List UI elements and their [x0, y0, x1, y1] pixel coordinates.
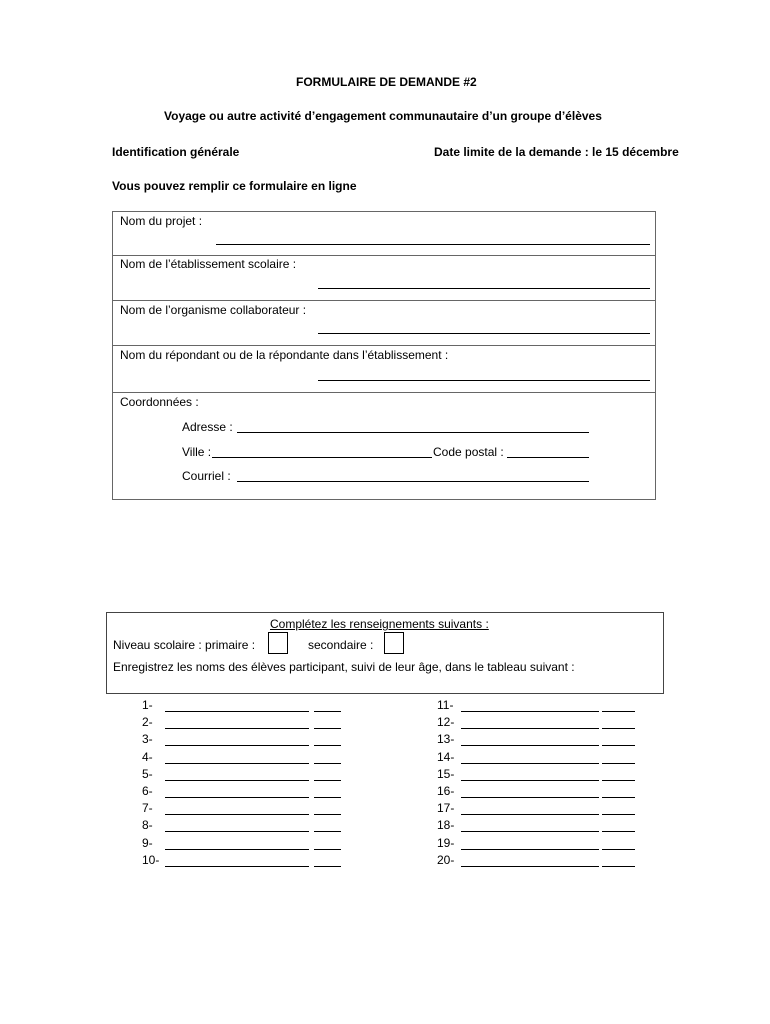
student-name-field[interactable]	[461, 831, 599, 832]
student-name-field[interactable]	[165, 797, 309, 798]
address-label: Adresse :	[182, 420, 233, 434]
student-age-field[interactable]	[602, 849, 635, 850]
student-name-field[interactable]	[461, 763, 599, 764]
student-name-field[interactable]	[165, 728, 309, 729]
respondent-label: Nom du répondant ou de la répondante dans l’établissement :	[120, 348, 449, 362]
email-label: Courriel :	[182, 469, 231, 483]
list-number: 9-	[142, 836, 153, 850]
student-age-field[interactable]	[602, 711, 635, 712]
student-name-field[interactable]	[165, 711, 309, 712]
student-age-field[interactable]	[602, 831, 635, 832]
student-age-field[interactable]	[314, 866, 341, 867]
student-name-field[interactable]	[461, 780, 599, 781]
secondary-label: secondaire :	[308, 638, 374, 652]
student-age-field[interactable]	[602, 763, 635, 764]
form-title: FORMULAIRE DE DEMANDE #2	[296, 75, 477, 89]
postal-label: Code postal :	[433, 445, 504, 459]
student-name-field[interactable]	[165, 814, 309, 815]
student-age-field[interactable]	[314, 814, 341, 815]
list-number: 10-	[142, 853, 160, 867]
list-number: 19-	[437, 836, 455, 850]
contact-label: Coordonnées :	[120, 395, 199, 409]
partner-field[interactable]	[318, 333, 650, 334]
student-age-field[interactable]	[602, 728, 635, 729]
student-age-field[interactable]	[602, 797, 635, 798]
student-name-field[interactable]	[165, 745, 309, 746]
student-age-field[interactable]	[314, 780, 341, 781]
list-number: 3-	[142, 732, 153, 746]
online-note: Vous pouvez remplir ce formulaire en ligne	[112, 179, 357, 193]
list-number: 18-	[437, 818, 455, 832]
email-field[interactable]	[237, 481, 589, 482]
divider	[113, 345, 655, 346]
student-name-field[interactable]	[461, 866, 599, 867]
project-label: Nom du projet :	[120, 214, 203, 228]
list-number: 5-	[142, 767, 153, 781]
school-field[interactable]	[318, 288, 650, 289]
list-number: 7-	[142, 801, 153, 815]
student-age-field[interactable]	[602, 780, 635, 781]
student-age-field[interactable]	[314, 745, 341, 746]
divider	[113, 392, 655, 393]
student-age-field[interactable]	[314, 711, 341, 712]
students-instruction: Enregistrez les noms des élèves participant, suivi de leur âge, dans le tableau suivant :	[113, 660, 575, 674]
student-age-field[interactable]	[602, 866, 635, 867]
list-number: 12-	[437, 715, 455, 729]
divider	[113, 255, 655, 256]
student-name-field[interactable]	[165, 763, 309, 764]
city-label: Ville :	[182, 445, 212, 459]
primary-checkbox[interactable]	[268, 632, 288, 654]
student-age-field[interactable]	[314, 728, 341, 729]
student-age-field[interactable]	[314, 831, 341, 832]
student-name-field[interactable]	[461, 797, 599, 798]
list-number: 8-	[142, 818, 153, 832]
student-age-field[interactable]	[314, 849, 341, 850]
student-name-field[interactable]	[461, 849, 599, 850]
section-title: Identification générale	[112, 145, 240, 159]
student-age-field[interactable]	[602, 814, 635, 815]
respondent-field[interactable]	[318, 380, 650, 381]
students-heading: Complétez les renseignements suivants :	[270, 617, 489, 631]
secondary-checkbox[interactable]	[384, 632, 404, 654]
student-name-field[interactable]	[165, 831, 309, 832]
list-number: 20-	[437, 853, 455, 867]
student-name-field[interactable]	[165, 849, 309, 850]
city-field[interactable]	[212, 457, 432, 458]
form-subtitle: Voyage ou autre activité d’engagement communautaire d’un groupe d’élèves	[164, 109, 602, 123]
student-name-field[interactable]	[461, 814, 599, 815]
student-name-field[interactable]	[461, 711, 599, 712]
divider	[113, 300, 655, 301]
list-number: 13-	[437, 732, 455, 746]
student-name-field[interactable]	[165, 780, 309, 781]
deadline-text: Date limite de la demande : le 15 décembre	[434, 145, 679, 159]
student-age-field[interactable]	[602, 745, 635, 746]
postal-field[interactable]	[507, 457, 589, 458]
list-number: 15-	[437, 767, 455, 781]
list-number: 14-	[437, 750, 455, 764]
school-label: Nom de l’établissement scolaire :	[120, 257, 297, 271]
list-number: 1-	[142, 698, 153, 712]
partner-label: Nom de l’organisme collaborateur :	[120, 303, 307, 317]
address-field[interactable]	[237, 432, 589, 433]
student-name-field[interactable]	[461, 745, 599, 746]
student-name-field[interactable]	[165, 866, 309, 867]
level-label: Niveau scolaire : primaire :	[113, 638, 256, 652]
list-number: 11-	[437, 698, 454, 712]
student-age-field[interactable]	[314, 763, 341, 764]
list-number: 4-	[142, 750, 153, 764]
list-number: 16-	[437, 784, 455, 798]
student-name-field[interactable]	[461, 728, 599, 729]
list-number: 17-	[437, 801, 455, 815]
student-age-field[interactable]	[314, 797, 341, 798]
project-field[interactable]	[216, 244, 650, 245]
list-number: 6-	[142, 784, 153, 798]
list-number: 2-	[142, 715, 153, 729]
